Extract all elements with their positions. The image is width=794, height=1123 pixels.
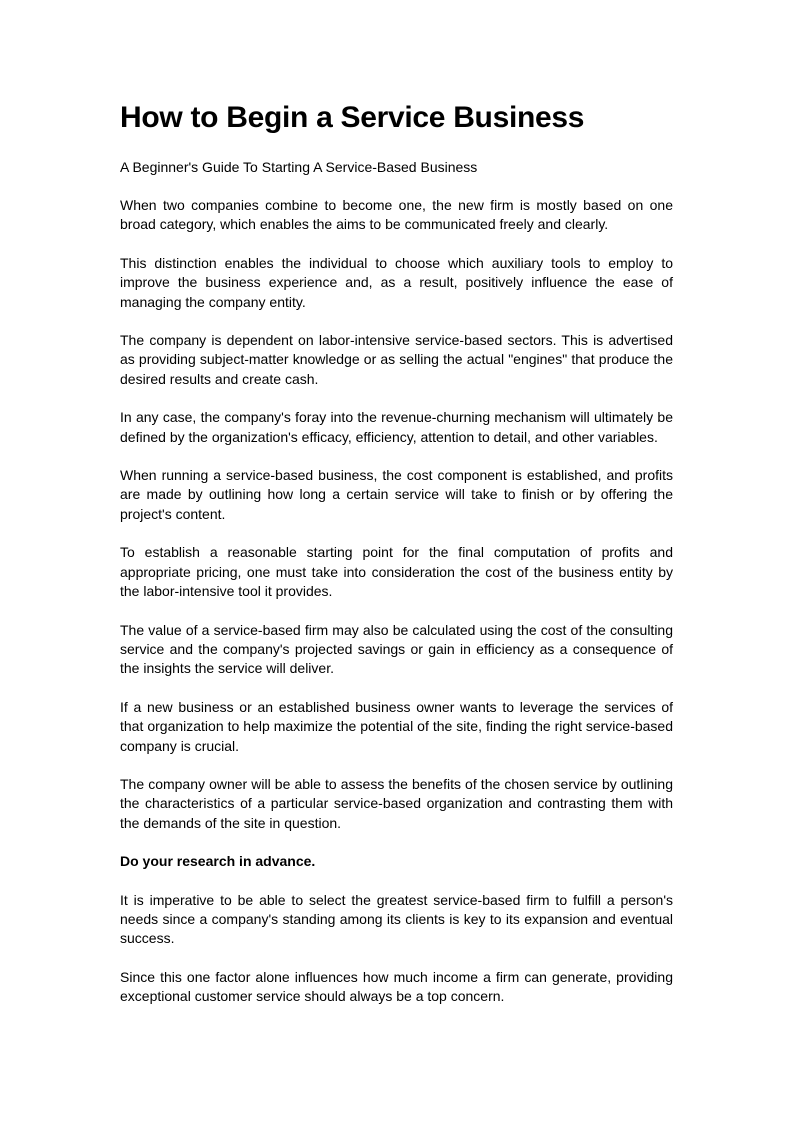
paragraph: It is imperative to be able to select the greatest service-based firm to fulfill a person's needs since a company's standing among its clients is key to its expansion and eventual success. xyxy=(120,891,673,947)
section-heading: Do your research in advance. xyxy=(120,853,316,870)
paragraph: The value of a service-based firm may also be calculated using the cost of the consulting service and the company's projected savings or gain in efficiency as a consequence of the insights the service will deliver. xyxy=(120,621,673,677)
paragraph: Since this one factor alone influences how much income a firm can generate, providing exceptional customer service should always be a top concern. xyxy=(120,968,673,1005)
paragraph: This distinction enables the individual to choose which auxiliary tools to employ to improve the business experience and, as a result, positively influence the ease of managing the company entity. xyxy=(120,254,673,310)
paragraph: The company is dependent on labor-intensive service-based sectors. This is advertised as providing subject-matter knowledge or as selling the actual "engines" that produce the desired results and create cash. xyxy=(120,332,673,387)
paragraph: To establish a reasonable starting point for the final computation of profits and appropriate pricing, one must take into consideration the cost of the business entity by the labor-intensive tool it provides. xyxy=(120,544,673,600)
document-title: How to Begin a Service Business xyxy=(120,101,585,134)
paragraph: If a new business or an established business owner wants to leverage the services of that organization to help maximize the potential of the site, finding the right service-based company is crucial. xyxy=(120,698,673,754)
document-subtitle: A Beginner's Guide To Starting A Service-Based Business xyxy=(120,159,478,175)
paragraph: The company owner will be able to assess the benefits of the chosen service by outlining the characteristics of a particular service-based organization and contrasting them with the demands of the site in question. xyxy=(120,775,673,831)
paragraph: When running a service-based business, the cost component is established, and profits are made by outlining how long a certain service will take to finish or by offering the project's content. xyxy=(120,467,673,522)
paragraph: When two companies combine to become one, the new firm is mostly based on one broad category, which enables the aims to be communicated freely and clearly. xyxy=(120,197,673,233)
document-page xyxy=(120,96,673,1007)
paragraph: In any case, the company's foray into the revenue-churning mechanism will ultimately be defined by the organization's efficacy, efficiency, attention to detail, and other variables. xyxy=(120,409,673,445)
